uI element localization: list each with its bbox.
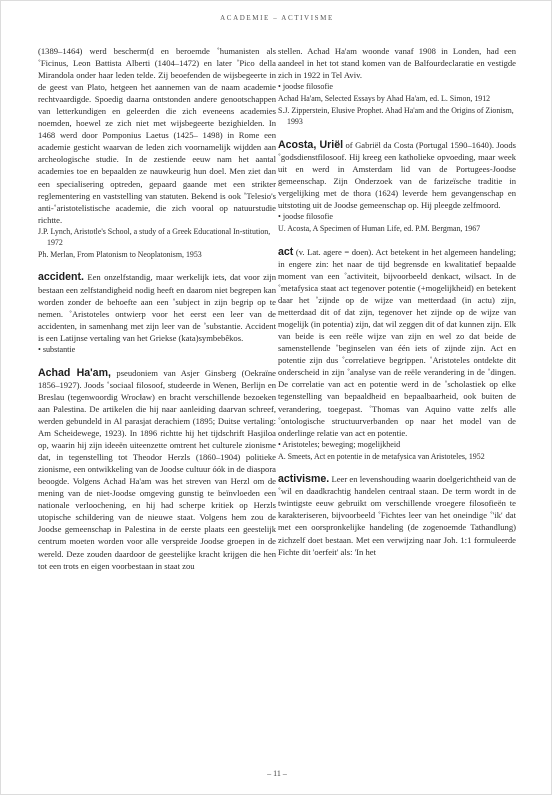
cross-reference: • Aristoteles; beweging; mogelijkheid [278, 439, 401, 449]
left-column [38, 45, 276, 572]
entry-body: (v. Lat. agere = doen). Act betekent in het algemeen handeling; in engere zin: het naar de tijd begrensde en kwalitatief bepaalde moment van een ˚activiteit, bijvoorbeeld denkact, wilsact. In de ˚metafysica staat act tegenover potentie (+mogelijkheid) en betekent daar het ˚zijnde op de wijze van metterdaad (in actu) zijn, metterdaad dit of dat zijn, tegenover het zijnde op de wijze van mogelijk (in potentia) zijn, dat wil zeggen dit of dat kunnen zijn. Elk van beide is een reële wijze van zijn en wel zo dat beide de samenstellende ˚beginselen van één iets of zijnde zijn. Act en potentie zijn dus ˚correlatieve begrippen. ˚Aristoteles ontdekte dit onderscheid in zijn ˚analyse van de reële verandering in de ˚dingen. De correlatie van act en potentie werd in de ˚scholastiek op elke tegenstelling van bepaaldheid en bepaalbaarheid, ook buiten de verandering, toegepast. ˚Thomas van Aquino vatte zelfs alle ˚ontologische structuurverbanden op naar het model van de onderlinge relatie van act en potentie. [278, 246, 516, 438]
reference-list [278, 223, 516, 235]
reference-list [278, 93, 516, 128]
entry-text [278, 139, 516, 211]
entry-achad-haam [38, 367, 276, 572]
reference-item: Ph. Merlan, From Platonism to Neoplatonism, 1953 [38, 249, 202, 259]
entry-text: stellen. Achad Ha'am woonde vanaf 1908 in Londen, had een aandeel in het tot stand komen van de Balfourdeclaratie en vestigde zich in 1922 in Tel Aviv. [278, 46, 516, 81]
entry-text: (1389–1464) werd bescherm(d en beroemde ˚humanisten als ˚Ficinus, Leon Battista Alberti (1404–1472) en later ˚Pico della Mirandola onder haar leden telde. Zij beoefenden de wijsbegeerte in de geest van Plato, hetgeen het aannemen van de naam academie rechtvaardigde. Spoedig daarna ontstonden andere genootschappen van letterkundigen en geleerden die zich eveneens academies noemden, hoewel ze zich niet met wijsbegeerte bezighielden. In 1468 werd door Pomponius Laetus (1425– 1498) in Rome een academie gesticht waarvan de leden zich voornamelijk wijdden aan archeologische studie. In de zestiende eeuw nam het aantal academies toe en bepaalden ze nauwkeurig hun doel. Men ziet dan een specialisering optreden, gepaard gaande met een strikter reglementering en vaststelling van statuten. Bekend is ook ˚Telesio's anti-˚aristotelistische academie, die zich vooral op natuurstudie richtte. [38, 46, 276, 225]
headword: act [278, 245, 294, 258]
entry-text [38, 271, 276, 343]
entry-body: Een onzelfstandig, maar werkelijk iets, dat voor zijn bestaan een zelfstandigheid nodig heeft en daarom niet begrepen kan worden zonder de behoefte aan een ˚subject in zijn begrip op te nemen. ˚Aristoteles ontwierp voor het eerst een leer van de accidenten, in samenhang met zijn leer van de ˚substantie. Accident is een Latijnse vertaling van het Griekse (kata)symbebêkos. [38, 272, 276, 343]
cross-reference: • joodse filosofie [278, 82, 333, 92]
reference-list [38, 226, 276, 261]
entry-achad-haam-continued [278, 45, 516, 128]
entry-text [278, 246, 516, 439]
entry-body: Leer en levenshouding waarin doelgerichtheid van de ˚wil en daadkrachtig handelen centraal staan. De term wordt in de twintigste eeuw gebruikt om verschillende vroegere filosofieën te karakteriseren, bijvoorbeeld ˚Fichtes leer van het oneindige ˚'ik' dat met een oorspronkelijke handeling (de zogenoemde Tathandlung) zichzelf doet bestaan. Met een verwijzing naar Joh. 1:1 formuleerde Fichte dit 'oerfeit' als: 'In het [278, 474, 516, 557]
cross-reference: • joodse filosofie [278, 212, 333, 222]
reference-item: J.P. Lynch, Aristotle's School, a study of a Greek Educational In-stitution, 1972 [38, 226, 271, 248]
entry-accident [38, 271, 276, 355]
cross-reference: • substantie [38, 344, 76, 354]
entry-text [278, 473, 516, 557]
reference-item: A. Smeets, Act en potentie in de metafysica van Aristoteles, 1952 [278, 451, 485, 461]
headword: Achad Ha'am, [38, 366, 111, 379]
reference-item: Achad Ha'am, Selected Essays by Ahad Ha'am, ed. L. Simon, 1912 [278, 94, 491, 104]
entry-academie-continued [38, 45, 276, 260]
reference-item: U. Acosta, A Specimen of Human Life, ed. P.M. Bergman, 1967 [278, 224, 481, 234]
entry-act [278, 246, 516, 462]
entry-activisme [278, 473, 516, 557]
entry-text [38, 367, 276, 572]
headword: activisme. [278, 473, 330, 486]
headword: accident. [38, 271, 84, 284]
entry-acosta [278, 139, 516, 235]
headword: Acosta, Uriël [278, 138, 344, 151]
page-number: – 11 – [267, 769, 287, 778]
reference-list [278, 451, 516, 463]
reference-item: S.J. Zipperstein, Elusive Prophet. Ahad Ha'am and the Origins of Zionism, 1993 [278, 105, 514, 127]
entry-body: pseudoniem van Asjer Ginsberg (Oekraïne 1856–1927). Joods ˚sociaal filosoof, studeerde in Wenen, Berlijn en Breslau (tegenwoordig Wrocław) en bracht verschillende bezoeken aan Palestina. De artikelen die hij naar aanleiding daarvan schreef, werden gebundeld in Al parasjat derachiem (1895; Duitse vertaling: Am Scheidewege, 1923). In 1896 richtte hij het tijdschrift Hasjiloa op, waarin hij zijn ideeën uiteenzette omtrent het culturele zionisme dat, in tegenstelling tot Theodor Herzls (1860–1904) politieke zionisme, een ontwikkeling van de Joodse cultuur óók in de diaspora beoogde. Volgens Achad Ha'am was het streven van Herzl om de mening van de niet-Joodse omgeving gunstig te beïnvloeden een nationale verloochening, en hij had scherpe kritiek op Herzls utopische schildering van de nieuwe staat. Volgens hem zou de Joodse gemeenschap in Palestina in de eerste plaats een geestelijk centrum moeten worden voor alle verspreide Joodse groepen in de wereld. Deze zouden daardoor de geestelijke kracht krijgen die hen tot een trots en eigen voorbestaan in staat zou [38, 367, 276, 571]
running-head: ACADEMIE – ACTIVISME [220, 14, 334, 22]
right-column [278, 45, 516, 558]
entry-body: of Gabriël da Costa (Portugal 1590–1640). Joods ˚godsdienstfilosoof. Hij kreeg een katholieke opvoeding, maar week uit en werd in Amsterdam lid van de Portugees-Joodse gemeenschap. Zijn Onderzoek van de farizeïsche traditie in vergelijking met de thora (1624) leverde hem gevangenschap en uitstoting uit de Joodse gemeenschap op. Hij pleegde zelfmoord. [278, 139, 516, 211]
